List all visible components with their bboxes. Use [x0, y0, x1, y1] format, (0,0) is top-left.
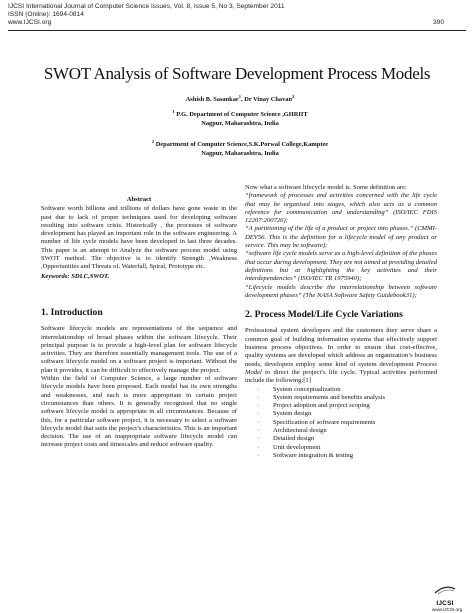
running-header	[8, 3, 285, 27]
logo-url: www.IJCSI.org	[432, 607, 463, 612]
definition-quote-4: “Lifecycle models describe the interrelationship between software development phases” (The NASA Software Safety Guidebook31);	[245, 283, 437, 299]
keywords-label: Keywords:	[41, 272, 70, 280]
affiliation-2	[120, 138, 360, 158]
author-line	[120, 93, 360, 105]
paper-title: SWOT Analysis of Software Development Process Models	[43, 64, 431, 83]
list-item: · System requirements and benefits analysis	[245, 394, 437, 402]
logo-swoosh-icon	[434, 585, 456, 595]
abstract-block	[41, 196, 237, 281]
list-item: · System conceptualization	[245, 386, 437, 394]
site-line: www.IJCSI.org	[8, 19, 52, 26]
section-2-term: Process Model	[245, 360, 437, 376]
affiliation-2-sup: 2	[151, 138, 155, 144]
definition-quote-3: “software life cycle models serve as a high-level definition of the phases that occur during development. They are not aimed at providing detailed definitions but at highlighting the key activities and their interdependencies” (ISO/IEC TR 1975940);	[245, 250, 437, 283]
logo-text: IJCSI	[436, 600, 454, 607]
introduction-section	[41, 309, 237, 450]
list-item: · Unit development	[245, 444, 437, 452]
right-column	[245, 184, 437, 460]
keywords-values: SDLC,SWOT.	[69, 272, 110, 280]
issn-line: ISSN (Online): 1694-0814	[8, 11, 84, 18]
author-2-sup: 2	[292, 93, 295, 99]
list-item: · Detailed design	[245, 435, 437, 443]
author-2: , Dr Vinay Chavan	[241, 96, 293, 103]
abstract-heading: Abstract	[126, 196, 152, 203]
page-number: 390	[432, 19, 444, 26]
affiliation-1	[120, 108, 360, 128]
affiliation-1-sup: 1	[172, 108, 175, 114]
list-item: · Architectural design	[245, 427, 437, 435]
abstract-body: Software worth billions and trillions of dollars have gone waste in the past due to lack of proper techniques used for developing software resulting into software crisis. Historically , the processes of software development has played an important role in the software engineering. A number of life cycle models have been developed in last three decades. This paper is an attempt to Analyze the software process model using SWOT method. The objective is to identify Strength ,Weakness ,Opportunities and Threats of. Waterfall, Spiral, Prototype etc.	[41, 205, 237, 271]
list-item: · System design	[245, 410, 437, 418]
introduction-heading: 1. Introduction	[41, 307, 103, 318]
activities-list	[245, 386, 437, 461]
author-1-sup: 1	[238, 93, 242, 99]
section-2-heading: 2. Process Model/Life Cycle Variations	[245, 309, 403, 321]
affiliation-2-line-1: Department of Computer Science,S.K.Porwal College,Kamptee	[154, 141, 329, 148]
author-1: Ashish B. Sasankar	[185, 96, 239, 103]
affiliation-1-line-1: P.G. Department of Computer Science ,GHRIIT	[174, 111, 308, 118]
section-2-text-a: Professional system developers and the customers they serve share a common goal of building information systems that effectively support business process objectives. In order to ensure that cost-effective, quality systems are developed which address an organization’s business needs, developers employ some kind of system development	[245, 327, 437, 368]
section-2-paragraph	[245, 327, 437, 385]
definitions-intro: Now what a software lifecycle model is. Some definition are:	[245, 184, 407, 191]
intro-paragraph-2: Within the field of Computer Science, a large number of software lifecycle models have been proposed. Each model has its own strengths and weaknesses, and each is more appropriate in certain project circumstances than others. It is generally recognised that no single software lifecycle model is appropriate in all circumstances. Because of this, for a particular software project, it is necessary to select a software lifecycle model that suits the project’s characteristics. This is an important decision. The use of an inappropriate software lifecycle model can increase project costs and timescales and reduce software quality.	[41, 375, 237, 449]
list-item: · Software integration & testing	[245, 452, 437, 460]
affiliation-1-line-2: Nagpur, Maharashtra, India	[201, 119, 279, 127]
keywords-line	[41, 273, 237, 281]
journal-line: IJCSI International Journal of Computer Science Issues, Vol. 8, Issue 5, No 3, September 2011	[8, 3, 285, 10]
affiliation-2-line-2: Nagpur, Maharashtra, India	[201, 149, 279, 157]
section-2-text-b: to direct the project’s life cycle. Typical activities performed include the following:[1]	[245, 368, 437, 385]
journal-logo	[432, 582, 463, 612]
list-item: · Specification of software requirements	[245, 419, 437, 427]
intro-paragraph-1: Software lifecycle models are representations of the sequence and interrelationship of broad phases within the software lifecycle. Their principal purpose is to provide a high-level plan for software lifecycle activities. They are therefore essentially management tools. The use of a software lifecycle model on a software project is important. Without the plan it provides, it can be difficult to effectively manage the project.	[41, 325, 237, 374]
list-item: · Project adoption and project scoping	[245, 402, 437, 410]
header-divider	[8, 30, 466, 31]
definition-quote-2: “A partitioning of the life of a product or project into phases.” (CMMI-DEV56. This is the definition for a lifecycle model of any product or service. This may be software);	[245, 225, 437, 250]
definition-quote-1: “framework of processes and activities concerned with the life cycle that may be organised into stages, which also acts as a common reference for communication and understanding” (ISO/IEC FDIS 12207:200726);	[245, 192, 437, 225]
